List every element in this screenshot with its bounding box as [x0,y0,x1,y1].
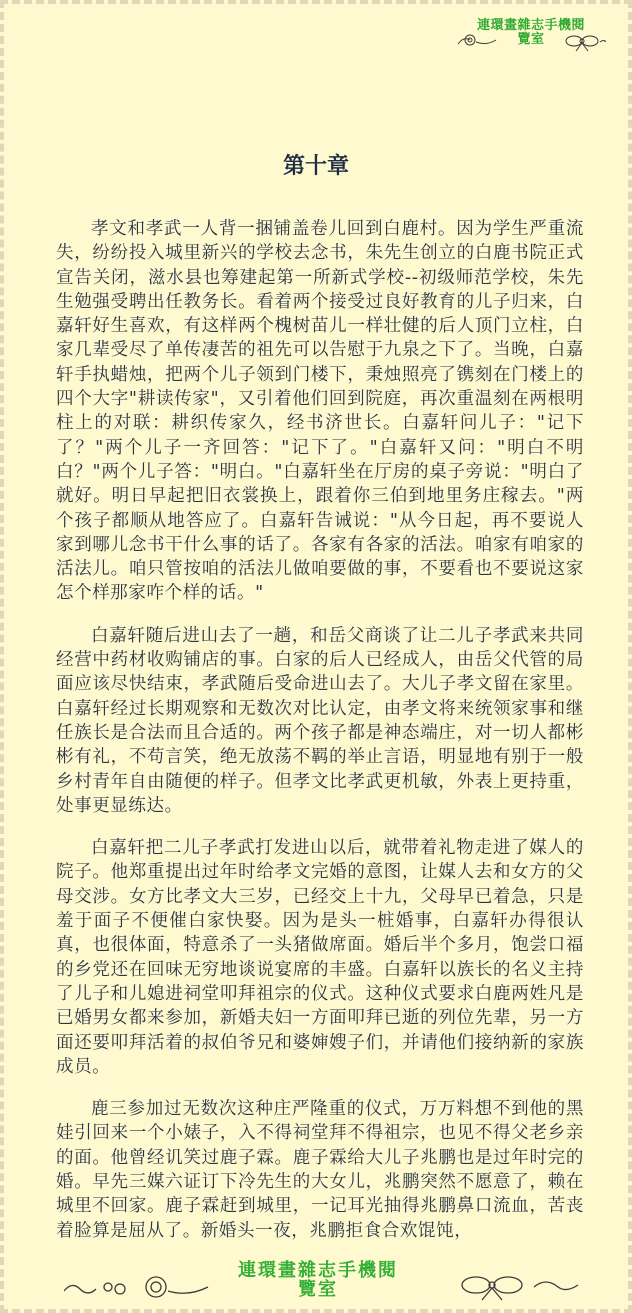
footer-banner-line2: 覽室 [298,1279,338,1300]
paragraph-4: 鹿三参加过无数次这种庄严隆重的仪式，万万料想不到他的黑娃引回来一个小婊子，入不得祠堂拜不得祖宗，也见不得父老乡亲的面。他曾经讥笑过鹿子霖。鹿子霖给大儿子兆鹏也是过年时完的婚。早先三媒六证订下冷先生的大女儿，兆鹏突然不愿意了，赖在城里不回家。鹿子霖赶到城里，一记耳光抽得兆鹏鼻口流血，苦丧着脸算是屈从了。新婚头一夜，兆鹏拒食合欢馄饨， [56,1099,584,1241]
header-banner-line2: 覽室 [517,32,545,47]
chapter-body [56,217,584,1261]
chapter-title: 第十章 [282,154,349,179]
paragraph-2: 白嘉轩随后进山去了一趟，和岳父商谈了让二儿子孝武来共同经营中药材收购铺店的事。白家的后人已经成人，由岳父代管的局面应该尽快结束，孝武随后受命进山去了。大儿子孝文留在家里。白嘉轩经过长期观察和无数次对比认定，由孝文将来统领家事和继任族长是合法而且合适的。两个孩子都是神态端庄，对一切人都彬彬有礼，不苟言笑，绝无放荡不羁的举止言语，明显地有别于一般乡村青年自由随便的样子。但孝文比孝武更机敏，外表上更持重，处事更显练达。 [56,625,584,816]
footer-banner-line1: 連環畫雜志手機閱 [238,1260,398,1281]
header-logo-banner [456,14,606,52]
paragraph-1: 孝文和孝武一人背一捆铺盖卷儿回到白鹿村。因为学生严重流失，纷纷投入城里新兴的学校去念书，朱先生创立的白鹿书院正式宣告关闭，滋水县也筹建起第一所新式学校--初级师范学校，朱先生勉强受聘出任教务长。看着两个接受过良好教育的儿子归来，白嘉轩好生喜欢，有这样两个槐树苗儿一样壮健的后人顶门立柱，白家几辈受尽了单传凄苦的祖先可以告慰于九泉之下了。当晚，白嘉轩手执蜡烛，把两个儿子领到门楼下，秉烛照亮了镌刻在门楼上的四个大字"耕读传家"，又引着他们回到院庭，再次重温刻在两根明柱上的对联：耕织传家久，经书济世长。白嘉轩问儿子："记下了？"两个儿子一齐回答："记下了。"白嘉轩又问："明白不明白？"两个儿子答："明白。"白嘉轩坐在厅房的桌子旁说："明白了就好。明日早起把旧衣裳换上，跟着你三伯到地里务庄稼去。"两个孩子都顺从地答应了。白嘉轩告诫说："从今日起，再不要说人家到哪儿念书干什么事的话了。各家有各家的活法。咱家有咱家的活法儿。咱只管按咱的活法儿做咱要做的事，不要看也不要说这家怎个样那家咋个样的话。" [56,219,584,604]
footer-logo-banner [64,1261,572,1303]
paragraph-3: 白嘉轩把二儿子孝武打发进山以后，就带着礼物走进了媒人的院子。他郑重提出过年时给孝文完婚的意图，让媒人去和女方的父母交涉。女方比孝文大三岁，已经交上十九，父母早已着急，只是羞于面子不便催白家快娶。因为是头一桩婚事，白嘉轩办得很认真，也很体面，特意杀了一头猪做席面。婚后半个多月，饱尝口福的乡党还在回味无穷地谈说宴席的丰盛。白嘉轩以族长的名义主持了儿子和儿媳进祠堂叩拜祖宗的仪式。这种仪式要求白鹿两姓凡是已婚男女都来参加，新婚夫妇一方面叩拜已逝的列位先辈，另一方面还要叩拜活着的叔伯爷兄和婆婶嫂子们，并请他们接纳新的家族成员。 [56,838,584,1077]
header-banner-line1: 連環畫雜志手機閱 [476,18,585,33]
